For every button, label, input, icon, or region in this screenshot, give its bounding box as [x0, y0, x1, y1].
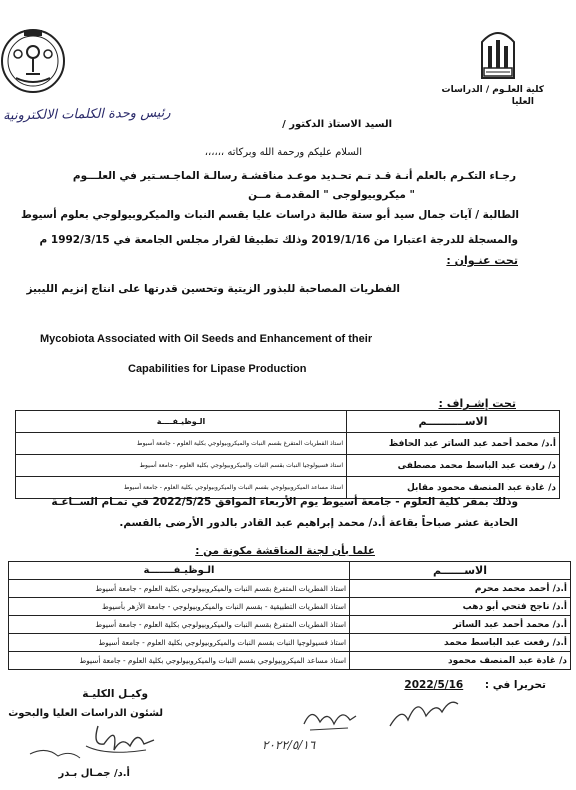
supervisor-position: استاذ فسيولوجيا النبات بقسم النبات والميكروبيولوجي بكلية العلوم - جامعة أسيوط — [16, 455, 347, 477]
written-date: 2022/5/16 — [404, 679, 464, 691]
supervision-table — [15, 410, 560, 499]
supervisor-name: د/ غادة عبد المنصف محمود مقابل — [347, 477, 560, 499]
supervisor-position: استاذ الفطريات المتفرغ بقسم النبات والميكروبيولوجي بكلية العلوم - جامعة أسيوط — [16, 433, 347, 455]
committee-table — [8, 561, 571, 670]
supervisor-name: أ.د/ محمد أحمد عبد الساتر عبد الحافظ — [347, 433, 560, 455]
member-position: استاذ الفطريات المتفرغ بقسم النبات والميكروبيولوجي بكلية العلوم - جامعة أسيوط — [9, 580, 350, 598]
table-row — [9, 634, 571, 652]
student-line: الطالبة / آيات جمال سيد أبو ستة طالبة دراسات عليا بقسم النبات والميكروبيولوجي بعلوم أسيوط — [20, 209, 519, 221]
supervision-heading: تحت إشـراف : — [438, 397, 516, 410]
venue-line-1: وذلك بمقر كلية العلوم - جامعة أسيوط يوم الأربعاء الموافق 2022/5/25 في تمـام الســاعـة — [51, 496, 518, 508]
table-row — [16, 433, 560, 455]
supervisor-position: استاذ مساعد الميكروبيولوجي بقسم النبات والميكروبيولوجي بكلية العلوم - جامعة أسيوط — [16, 477, 347, 499]
vice-dean-title-2: لشئون الدراسات العليا والبحوث — [8, 708, 163, 719]
member-name: أ.د/ محمد أحمد عبد الساتر — [350, 616, 571, 634]
committee-heading: علما بأن لجنة المناقشة مكونة من : — [195, 545, 375, 557]
member-position: استاذ الفطريات المتفرغ بقسم النبات والميكروبيولوجي بكلية العلوم - جامعة أسيوط — [9, 616, 350, 634]
venue-line-2: الحادية عشر صباحاً بقاعة أ.د/ محمد إبراهيم عبد القادر بالدور الأرضى بالقسم. — [119, 517, 518, 529]
member-name: د/ غادة عبد المنصف محمود — [350, 652, 571, 670]
member-name: أ.د/ أحمد محمد محرم — [350, 580, 571, 598]
handwritten-addressee: رئيس وحدة الكلمات الالكترونية — [3, 105, 172, 124]
vice-dean-name: أ.د/ جمـال بـدر — [58, 768, 130, 779]
faculty-label — [442, 84, 544, 108]
member-name: أ.د/ ناجح فتحي أبو دهب — [350, 598, 571, 616]
vice-dean-title: وكيـل الكليـة — [82, 688, 148, 700]
registration-line: والمسجلة للدرجة اعتبارا من 2019/1/16 وذلك تطبيقا لقرار مجلس الجامعة في 1992/3/15 م — [39, 234, 518, 246]
handwritten-date-1: ٢٠٢٢/٥/١٦ — [262, 738, 316, 752]
table-row — [16, 455, 560, 477]
member-position: استاذ مساعد الميكروبيولوجي بقسم النبات والميكروبيولوجي بكلية العلوم - جامعة أسيوط — [9, 652, 350, 670]
col-name-header: الاســــــــــم — [347, 411, 560, 433]
english-thesis-title-line-1: Mycobiota Associated with Oil Seeds and Enhancement of their — [40, 333, 373, 345]
table-row — [9, 652, 571, 670]
greeting: السلام عليكم ورحمة الله وبركاته ،،،،،، — [204, 147, 362, 158]
vice-dean-signature — [26, 716, 166, 768]
committee-signature-1 — [300, 700, 360, 736]
under-title-label: تحت عنـوان : — [446, 254, 518, 267]
faculty-line-1: كلية العلـوم / الدراسات — [441, 85, 544, 95]
table-row — [9, 580, 571, 598]
table-row — [9, 616, 571, 634]
member-position: استاذ الفطريات التطبيقية - بقسم النبات والميكروبيولوجي - جامعة الأزهر بأسيوط — [9, 598, 350, 616]
faculty-seal — [0, 24, 66, 98]
committee-signature-2 — [384, 690, 464, 732]
body-field: " ميكروبيولوجى " المقدمـة مــن — [248, 189, 415, 201]
col-position-header: الـوظيـفــــة — [16, 411, 347, 433]
addressee-label: السيد الاستاذ الدكتور / — [282, 119, 392, 130]
col-position-header: الـوظيـفـــــــة — [9, 562, 350, 580]
english-thesis-title-line-2: Capabilities for Lipase Production — [128, 363, 307, 375]
faculty-line-2: العليا — [511, 97, 534, 107]
body-line-1: رجـاء التكـرم بالعلم أنـة قـد تـم تحـديد موعـد مناقشـة رسالـة الماجـسـتير في العلـــوم — [72, 170, 516, 182]
written-in-label: تحريرا في : — [484, 679, 546, 691]
member-name: أ.د/ رفعت عبد الباسط محمد — [350, 634, 571, 652]
table-row — [9, 598, 571, 616]
table-header-row — [16, 411, 560, 433]
member-position: استاذ فسيولوجيا النبات بقسم النبات والميكروبيولوجي بكلية العلوم - جامعة أسيوط — [9, 634, 350, 652]
table-header-row — [9, 562, 571, 580]
col-name-header: الاســــــم — [350, 562, 571, 580]
supervisor-name: د/ رفعت عبد الباسط محمد مصطفى — [347, 455, 560, 477]
arabic-thesis-title: الفطريات المصاحبة للبذور الزيتية وتحسين قدرتها على انتاج إنزيم الليبيز — [26, 283, 400, 295]
university-logo — [476, 24, 520, 80]
